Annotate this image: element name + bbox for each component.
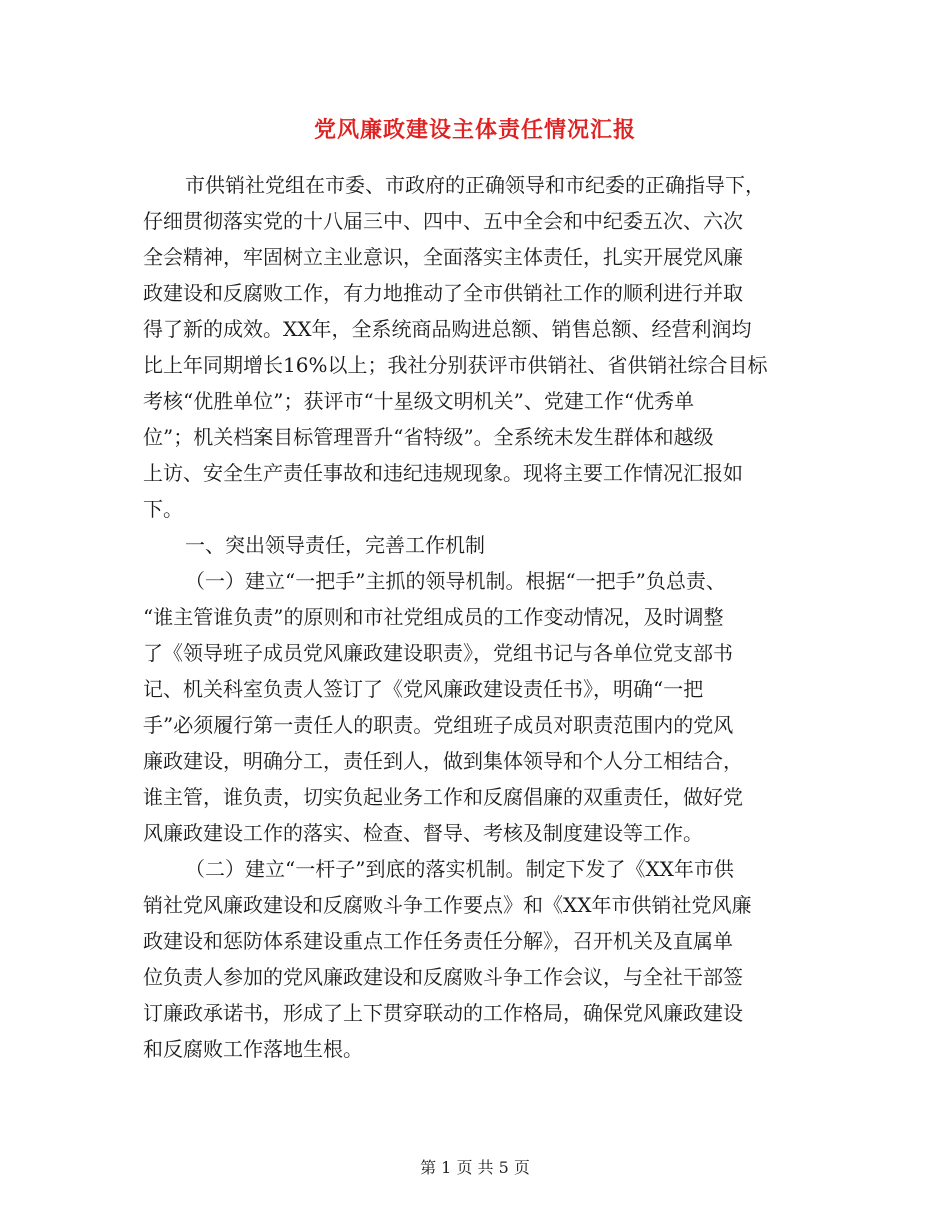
paragraph-line: 比上年同期增长16%以上；我社分别获评市供销社、省供销社综合目标 (143, 353, 768, 377)
paragraph-line: 全会精神，牢固树立主业意识，全面落实主体责任，扎实开展党风廉 (143, 245, 743, 269)
paragraph-line: 谁主管，谁负责，切实负起业务工作和反腐倡廉的双重责任，做好党 (143, 785, 743, 809)
paragraph-line: （二）建立“一杆子”到底的落实机制。制定下发了《XX年市供 (185, 857, 734, 881)
paragraph-line: 仔细贯彻落实党的十八届三中、四中、五中全会和中纪委五次、六次 (143, 209, 743, 233)
paragraph-line: 政建设和惩防体系建设重点工作任务责任分解》，召开机关及直属单 (143, 929, 733, 953)
paragraph-line: 考核“优胜单位”；获评市“十星级文明机关”、党建工作“优秀单 (143, 389, 695, 413)
paragraph-line: 廉政建设，明确分工，责任到人，做到集体领导和个人分工相结合， (143, 749, 743, 773)
paragraph-line: 下。 (143, 497, 183, 521)
section-heading: 一、突出领导责任，完善工作机制 (185, 533, 485, 557)
paragraph-line: 了《领导班子成员党风廉政建设职责》，党组书记与各单位党支部书 (143, 641, 733, 665)
paragraph-line: （一）建立“一把手”主抓的领导机制。根据“一把手”负总责、 (185, 569, 726, 593)
paragraph-line: 记、机关科室负责人签订了《党风廉政建设责任书》，明确“一把 (143, 677, 704, 701)
paragraph-line: 和反腐败工作落地生根。 (143, 1037, 363, 1061)
paragraph-line: 手”必须履行第一责任人的职责。党组班子成员对职责范围内的党风 (143, 713, 734, 737)
paragraph-line: 市供销社党组在市委、市政府的正确领导和市纪委的正确指导下， (185, 173, 765, 197)
paragraph-line: 得了新的成效。XX年，全系统商品购进总额、销售总额、经营利润均 (143, 317, 752, 341)
paragraph-line: 政建设和反腐败工作，有力地推动了全市供销社工作的顺利进行并取 (143, 281, 743, 305)
paragraph-line: 位负责人参加的党风廉政建设和反腐败斗争工作会议，与全社干部签 (143, 965, 743, 989)
page-number: 第 1 页 共 5 页 (420, 1158, 530, 1177)
paragraph-line: “谁主管谁负责”的原则和市社党组成员的工作变动情况，及时调整 (143, 605, 724, 629)
paragraph-line: 销社党风廉政建设和反腐败斗争工作要点》和《XX年市供销社党风廉 (143, 893, 752, 917)
document-title: 党风廉政建设主体责任情况汇报 (313, 117, 636, 143)
paragraph-line: 位”；机关档案目标管理晋升“省特级”。全系统未发生群体和越级 (143, 425, 714, 449)
paragraph-line: 上访、安全生产责任事故和违纪违规现象。现将主要工作情况汇报如 (143, 461, 743, 485)
paragraph-line: 风廉政建设工作的落实、检查、督导、考核及制度建设等工作。 (143, 821, 703, 845)
paragraph-line: 订廉政承诺书，形成了上下贯穿联动的工作格局，确保党风廉政建设 (143, 1001, 743, 1025)
document-body (143, 167, 811, 1067)
